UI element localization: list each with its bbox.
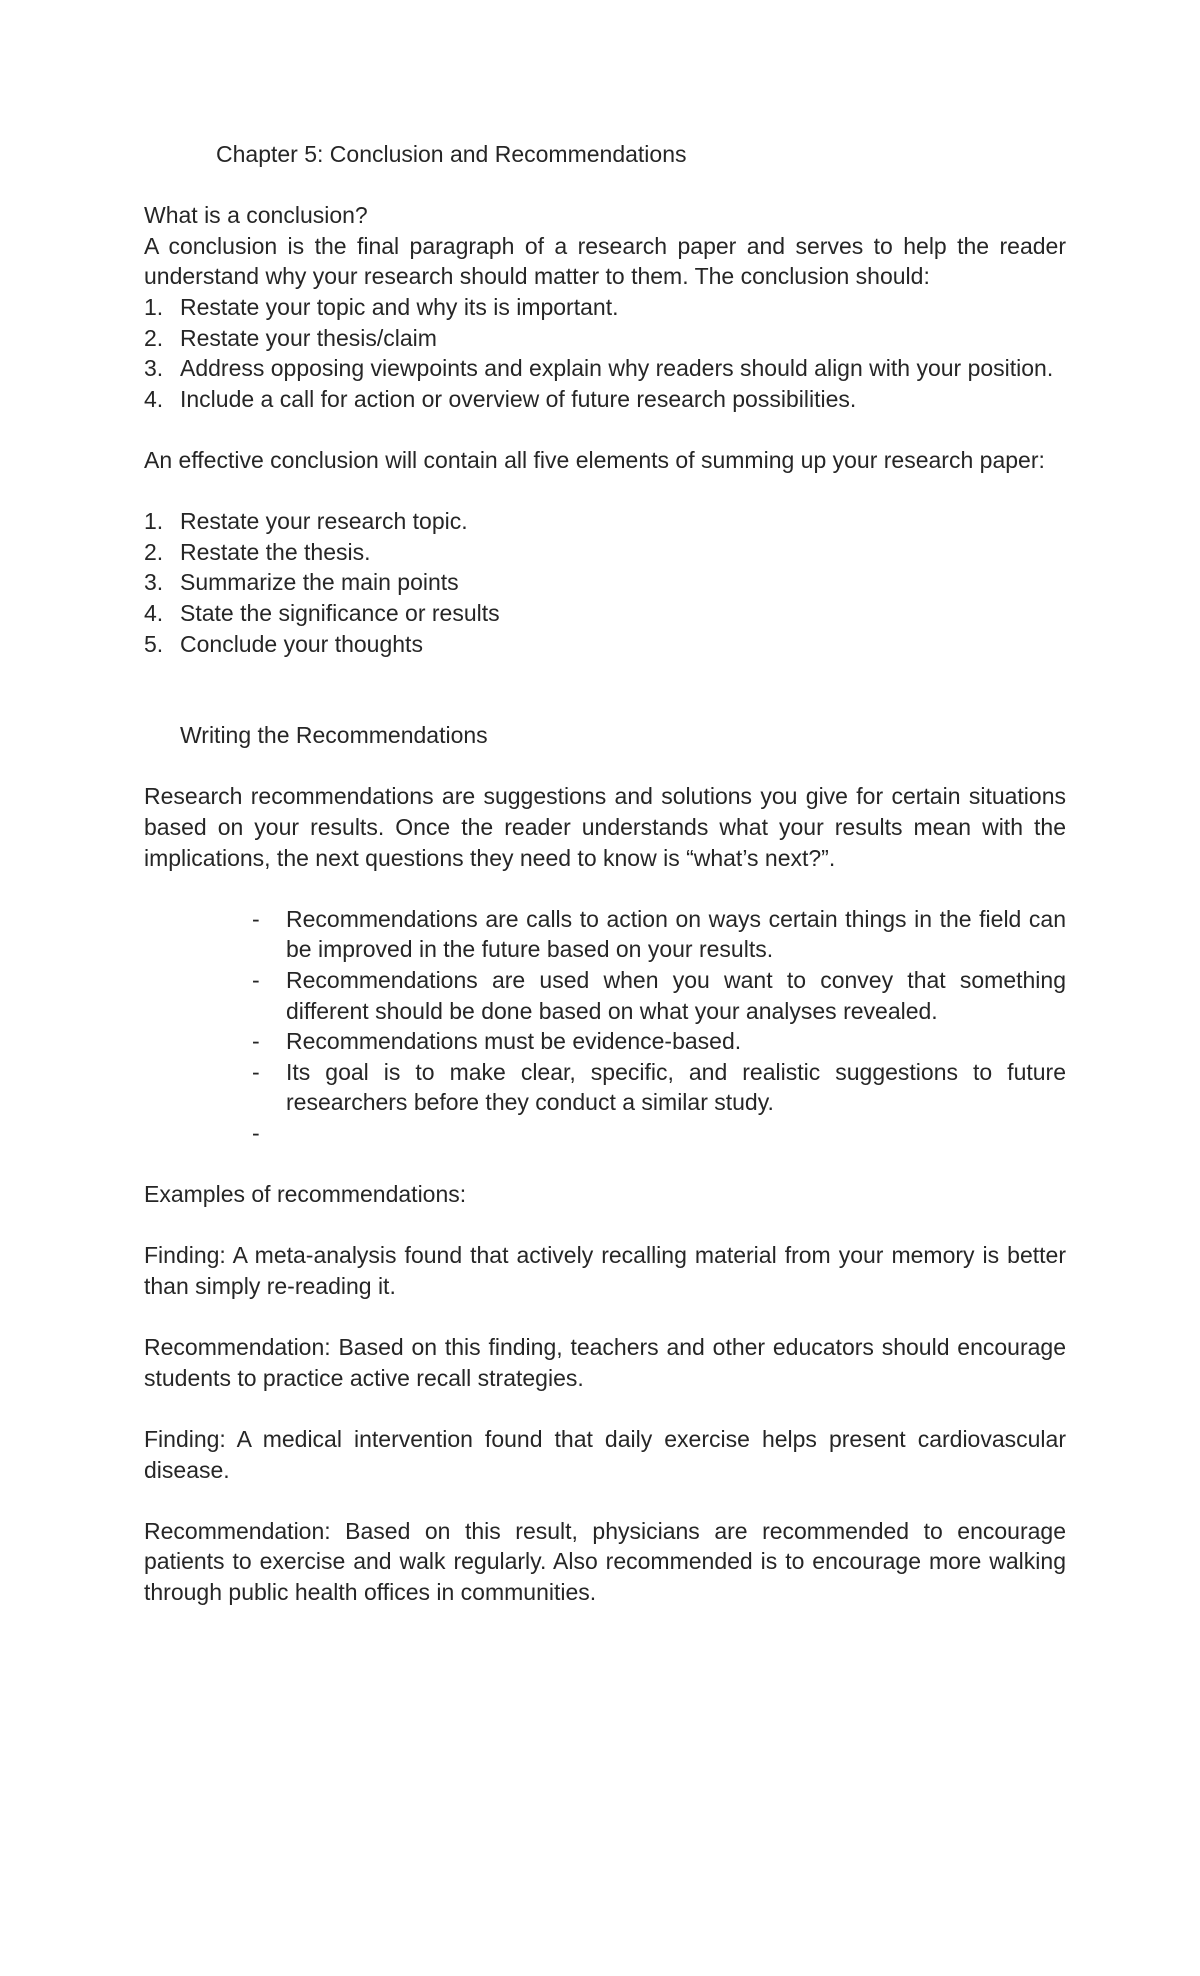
finding-1: Finding: A meta-analysis found that actively recalling material from your memory is better than simply re-reading it. xyxy=(144,1242,1066,1299)
elements-intro: An effective conclusion will contain all five elements of summing up your research paper: xyxy=(144,446,1045,473)
examples-heading: Examples of recommendations: xyxy=(144,1181,467,1208)
list-item: - Recommendations are used when you want to convey that something different should be done based on what your analyses revealed. xyxy=(252,967,1066,1024)
five-elements-list xyxy=(144,506,1066,659)
conclusion-should-list xyxy=(144,292,1066,414)
list-item: - Recommendations must be evidence-based. xyxy=(252,1028,742,1055)
list-item: 1. Restate your research topic. xyxy=(144,508,468,535)
finding-2: Finding: A medical intervention found that daily exercise helps present cardiovascular disease. xyxy=(144,1425,1066,1483)
list-item: 4. Include a call for action or overview of future research possibilities. xyxy=(144,385,857,412)
list-item: 1. Restate your topic and why its is important. xyxy=(144,293,619,320)
list-item: 4. State the significance or results xyxy=(144,599,500,626)
list-item: 2. Restate your thesis/claim xyxy=(144,324,437,351)
list-item: 5. Conclude your thoughts xyxy=(144,630,423,657)
list-item: 3. Address opposing viewpoints and explain why readers should align with your position. xyxy=(144,355,1054,382)
document-page xyxy=(144,139,1066,1608)
list-item: - Its goal is to make clear, specific, and realistic suggestions to future researchers before they conduct a similar study. xyxy=(252,1058,1066,1116)
list-item: 3. Summarize the main points xyxy=(144,569,459,596)
list-item: - xyxy=(252,1120,260,1146)
recommendations-bullets xyxy=(144,904,1066,1149)
list-item: - Recommendations are calls to action on ways certain things in the field can be improved in the future based on your results. xyxy=(252,905,1066,963)
section-question: What is a conclusion? xyxy=(144,202,368,229)
page-title: Chapter 5: Conclusion and Recommendations xyxy=(216,141,687,167)
recommendations-heading: Writing the Recommendations xyxy=(180,722,488,749)
list-item: 2. Restate the thesis. xyxy=(144,538,371,565)
recommendations-intro: Research recommendations are suggestions and solutions you give for certain situations based on your results. Once the reader understands what your results mean with the implications, the next questions they need to know is “what’s next?”. xyxy=(144,783,1066,871)
recommendation-2: Recommendation: Based on this result, physicians are recommended to encourage patients to exercise and walk regularly. Also recommended is to encourage more walking through public health offices in communities. xyxy=(144,1517,1066,1605)
conclusion-intro: A conclusion is the final paragraph of a research paper and serves to help the reader understand why your research should matter to them. The conclusion should: xyxy=(144,232,1066,290)
recommendation-1: Recommendation: Based on this finding, teachers and other educators should encourage students to practice active recall strategies. xyxy=(144,1334,1066,1391)
